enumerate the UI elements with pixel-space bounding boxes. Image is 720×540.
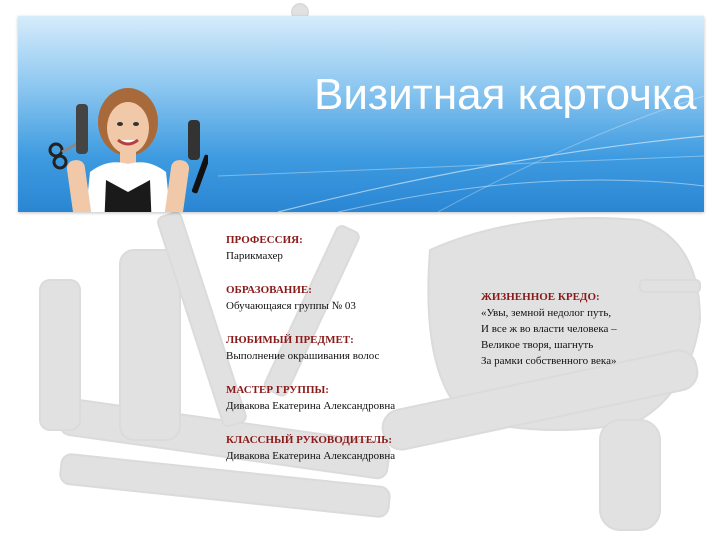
credo-block	[481, 289, 681, 369]
education-label: ОБРАЗОВАНИЕ:	[226, 284, 312, 296]
comb-icon	[191, 154, 208, 194]
education-value: Обучающаяся группы № 03	[226, 300, 356, 312]
class-teacher-value: Дивакова Екатерина Александровна	[226, 450, 396, 462]
credo-line: «Увы, земной недолог путь,	[481, 307, 612, 319]
credo-line: За рамки собственного века»	[481, 355, 617, 367]
profession-label: ПРОФЕССИЯ:	[226, 234, 303, 246]
info-column	[226, 232, 466, 464]
master-label: МАСТЕР ГРУППЫ:	[226, 384, 329, 396]
clipper-icon	[76, 104, 88, 154]
class-teacher-label: КЛАССНЫЙ РУКОВОДИТЕЛЬ:	[226, 434, 393, 446]
profession-value: Парикмахер	[226, 250, 283, 262]
credo-line: И все ж во власти человека –	[481, 323, 617, 335]
brush-shape	[120, 250, 180, 440]
credo-line: Великое творя, шагнуть	[481, 339, 594, 351]
credo-label: ЖИЗНЕННОЕ КРЕДО:	[481, 291, 600, 303]
header-banner	[18, 16, 704, 212]
favorite-subject-label: ЛЮБИМЫЙ ПРЕДМЕТ:	[226, 334, 354, 346]
hairdresser-photo	[48, 80, 208, 212]
page-title: Визитная карточка	[314, 70, 697, 119]
favorite-subject-value: Выполнение окрашивания волос	[226, 350, 380, 362]
master-value: Дивакова Екатерина Александровна	[226, 400, 396, 412]
brush-icon	[188, 120, 200, 160]
hairdryer-handle	[600, 420, 660, 530]
